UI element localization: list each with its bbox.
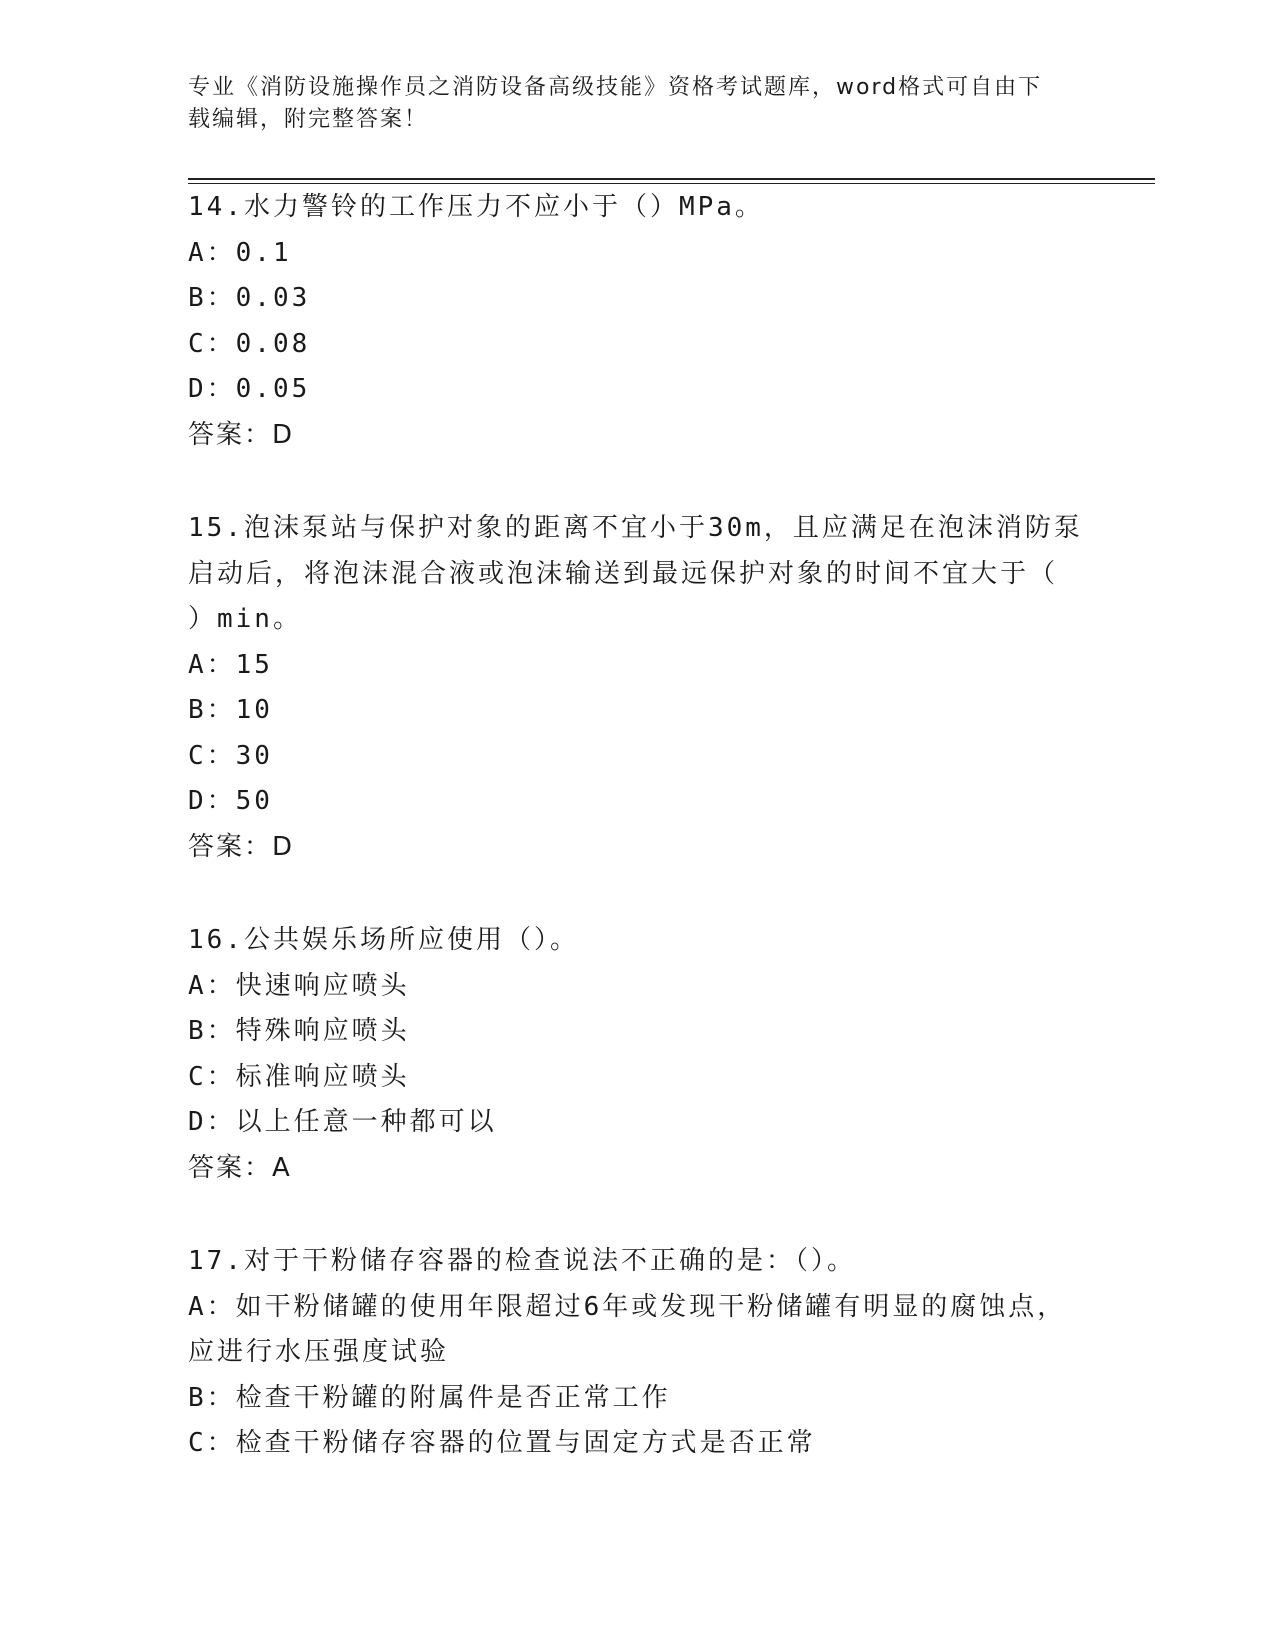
answer: 答案：D [188,831,295,862]
option-a: A：15 [188,649,273,680]
question-15 [188,506,1083,870]
option-d: D：以上任意一种都可以 [188,1107,497,1137]
option-b: B：10 [188,695,273,725]
option-d: D：0.05 [188,374,311,404]
question-stem-line-3: ）min。 [188,604,302,634]
question-16 [188,918,1068,1191]
header-line-2: 载编辑，附完整答案！ [188,107,429,132]
header-divider-thick [188,178,1155,180]
question-stem: 17.对于干粉储存容器的检查说法不正确的是：（）。 [188,1246,856,1276]
option-c: C：标准响应喷头 [188,1061,410,1092]
question-stem: 14.水力警铃的工作压力不应小于（）MPa。 [188,192,764,222]
answer: 答案：D [188,419,295,450]
question-stem-line-1: 15.泡沫泵站与保护对象的距离不宜小于30m，且应满足在泡沫消防泵 [188,513,1083,543]
header-line-1: 专业《消防设施操作员之消防设备高级技能》资格考试题库，word格式可自由下 [188,75,1043,100]
document-header [188,72,1068,136]
question-stem: 16.公共娱乐场所应使用（）。 [188,925,579,955]
header-divider-thin [188,183,1155,184]
option-a-line-1: A：如干粉储罐的使用年限超过6年或发现干粉储罐有明显的腐蚀点， [188,1291,1067,1322]
answer: 答案：A [188,1152,292,1183]
option-a: A：快速响应喷头 [188,970,410,1001]
option-c: C：0.08 [188,328,311,359]
option-b: B：特殊响应喷头 [188,1016,410,1046]
option-a: A：0.1 [188,237,292,268]
option-c: C：30 [188,740,273,771]
option-b: B：0.03 [188,283,311,313]
option-b: B：检查干粉罐的附属件是否正常工作 [188,1382,671,1413]
option-d: D：50 [188,786,273,816]
option-a-line-2: 应进行水压强度试验 [188,1337,450,1367]
question-stem-line-2: 启动后，将泡沫混合液或泡沫输送到最远保护对象的时间不宜大于（ [188,558,1059,589]
option-c: C：检查干粉储存容器的位置与固定方式是否正常 [188,1428,816,1458]
question-14 [188,185,1068,458]
question-17 [188,1239,1068,1467]
